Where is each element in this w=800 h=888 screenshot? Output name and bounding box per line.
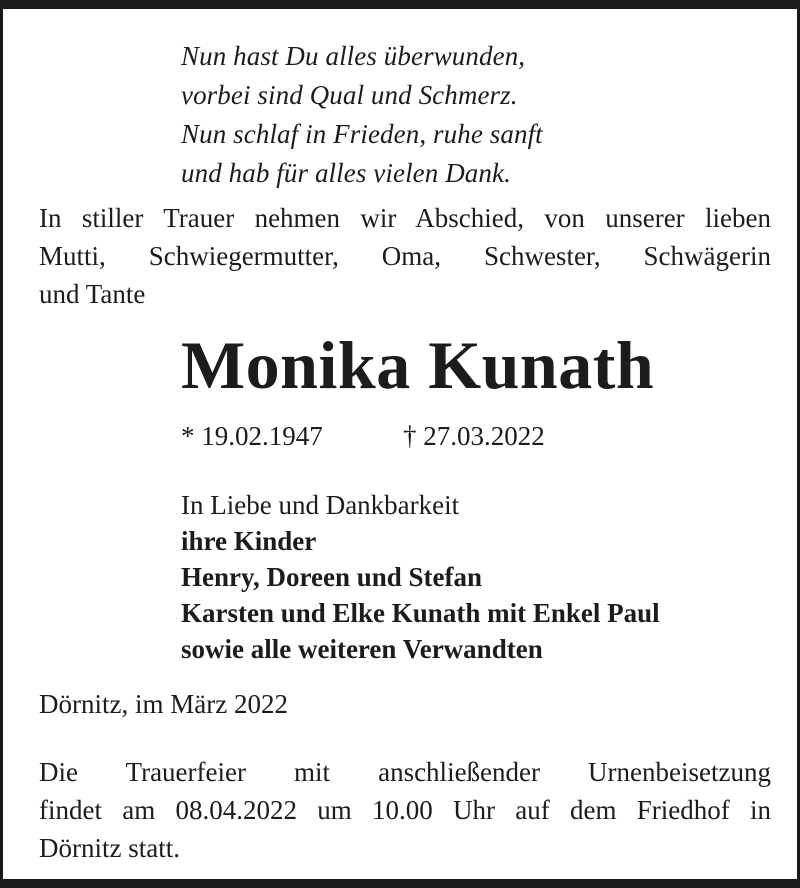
family-intro: In Liebe und Dankbarkeit: [181, 490, 460, 520]
intro-line: und Tante: [39, 279, 146, 309]
service-line: Dörnitz statt.: [39, 833, 180, 863]
poem-line: Nun hast Du alles überwunden,: [181, 41, 526, 71]
family-line: ihre Kinder: [181, 526, 317, 556]
poem-line: vorbei sind Qual und Schmerz.: [181, 80, 518, 110]
birth-date: * 19.02.1947: [181, 421, 323, 451]
family-line: sowie alle weiteren Verwandten: [181, 634, 543, 664]
poem-line: Nun schlaf in Frieden, ruhe sanft: [181, 119, 543, 149]
service-line: Die Trauerfeier mit anschließender Urnenbeisetzung: [39, 757, 771, 787]
family-line: Henry, Doreen und Stefan: [181, 562, 483, 592]
family-line: Karsten und Elke Kunath mit Enkel Paul: [181, 598, 660, 628]
service-info: [39, 753, 771, 867]
family-block: [181, 487, 660, 667]
intro-line: In stiller Trauer nehmen wir Abschied, von unserer lieben: [39, 203, 771, 233]
service-line: findet am 08.04.2022 um 10.00 Uhr auf dem Friedhof in: [39, 795, 771, 825]
poem-line: und hab für alles vielen Dank.: [181, 158, 511, 188]
deceased-name: Monika Kunath: [181, 327, 655, 403]
intro-line: Mutti, Schwiegermutter, Oma, Schwester, Schwägerin: [39, 241, 771, 271]
poem: [181, 37, 543, 193]
place-date: Dörnitz, im März 2022: [39, 689, 288, 719]
death-date: † 27.03.2022: [403, 421, 545, 451]
intro-text: [39, 199, 771, 313]
